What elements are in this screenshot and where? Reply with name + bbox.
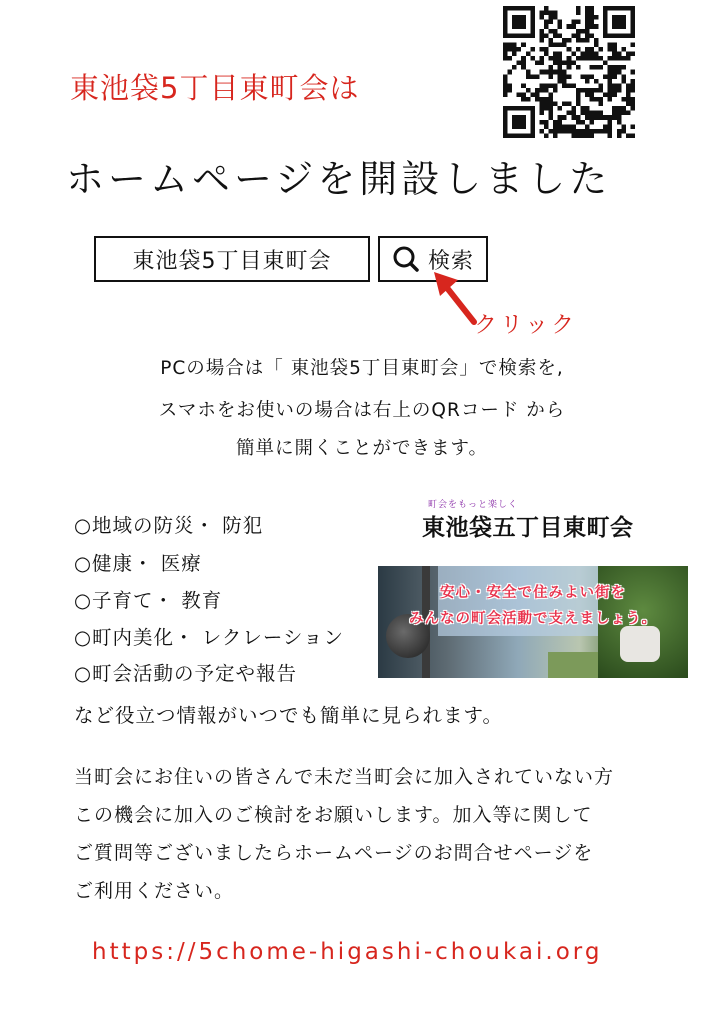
bullet-item: ○地域の防災・ 防犯 bbox=[74, 514, 264, 537]
search-icon bbox=[392, 245, 420, 273]
intro-line: スマホをお使いの場合は右上のQRコード から bbox=[158, 400, 566, 421]
banner-tagline: 町会をもっと楽しく bbox=[428, 500, 519, 510]
intro-line: PCの場合は「 東池袋5丁目東町会」で検索を, bbox=[160, 358, 564, 379]
bullet-item: ○町内美化・ レクレーション bbox=[74, 626, 345, 649]
qr-code[interactable] bbox=[502, 6, 636, 138]
intro-line: 簡単に開くことができます。 bbox=[235, 438, 489, 459]
search-query-text: 東池袋5丁目東町会 bbox=[132, 248, 332, 274]
headline-main: ホームページを開設しました bbox=[66, 157, 612, 201]
bullet-item: ○町会活動の予定や報告 bbox=[74, 662, 298, 685]
website-url[interactable]: https://5chome-higashi-choukai.org bbox=[92, 939, 603, 965]
banner-photo bbox=[378, 566, 688, 678]
body-line: ご利用ください。 bbox=[74, 880, 235, 902]
search-query-box bbox=[94, 236, 370, 282]
headline-red: 東池袋5丁目東町会は bbox=[70, 71, 360, 105]
click-label: クリック bbox=[474, 312, 578, 338]
body-line: 当町会にお住いの皆さんで未だ当町会に加入されていない方 bbox=[74, 766, 615, 788]
body-line: この機会に加入のご検討をお願いします。加入等に関して bbox=[74, 804, 593, 826]
bullet-item: ○子育て・ 教育 bbox=[74, 589, 223, 612]
photo-caption: みんなの町会活動で支えましょう。 bbox=[409, 611, 657, 627]
photo-caption: 安心・安全で住みよい街を bbox=[440, 585, 626, 601]
banner-title: 東池袋五丁目東町会 bbox=[422, 515, 634, 541]
body-line: ご質問等ございましたらホームページのお問合せページを bbox=[74, 842, 594, 864]
arrow-icon bbox=[430, 270, 480, 326]
search-button-label: 検索 bbox=[427, 248, 474, 274]
bullet-item: ○健康・ 医療 bbox=[74, 552, 202, 575]
info-summary: など役立つ情報がいつでも簡単に見られます。 bbox=[74, 704, 503, 727]
